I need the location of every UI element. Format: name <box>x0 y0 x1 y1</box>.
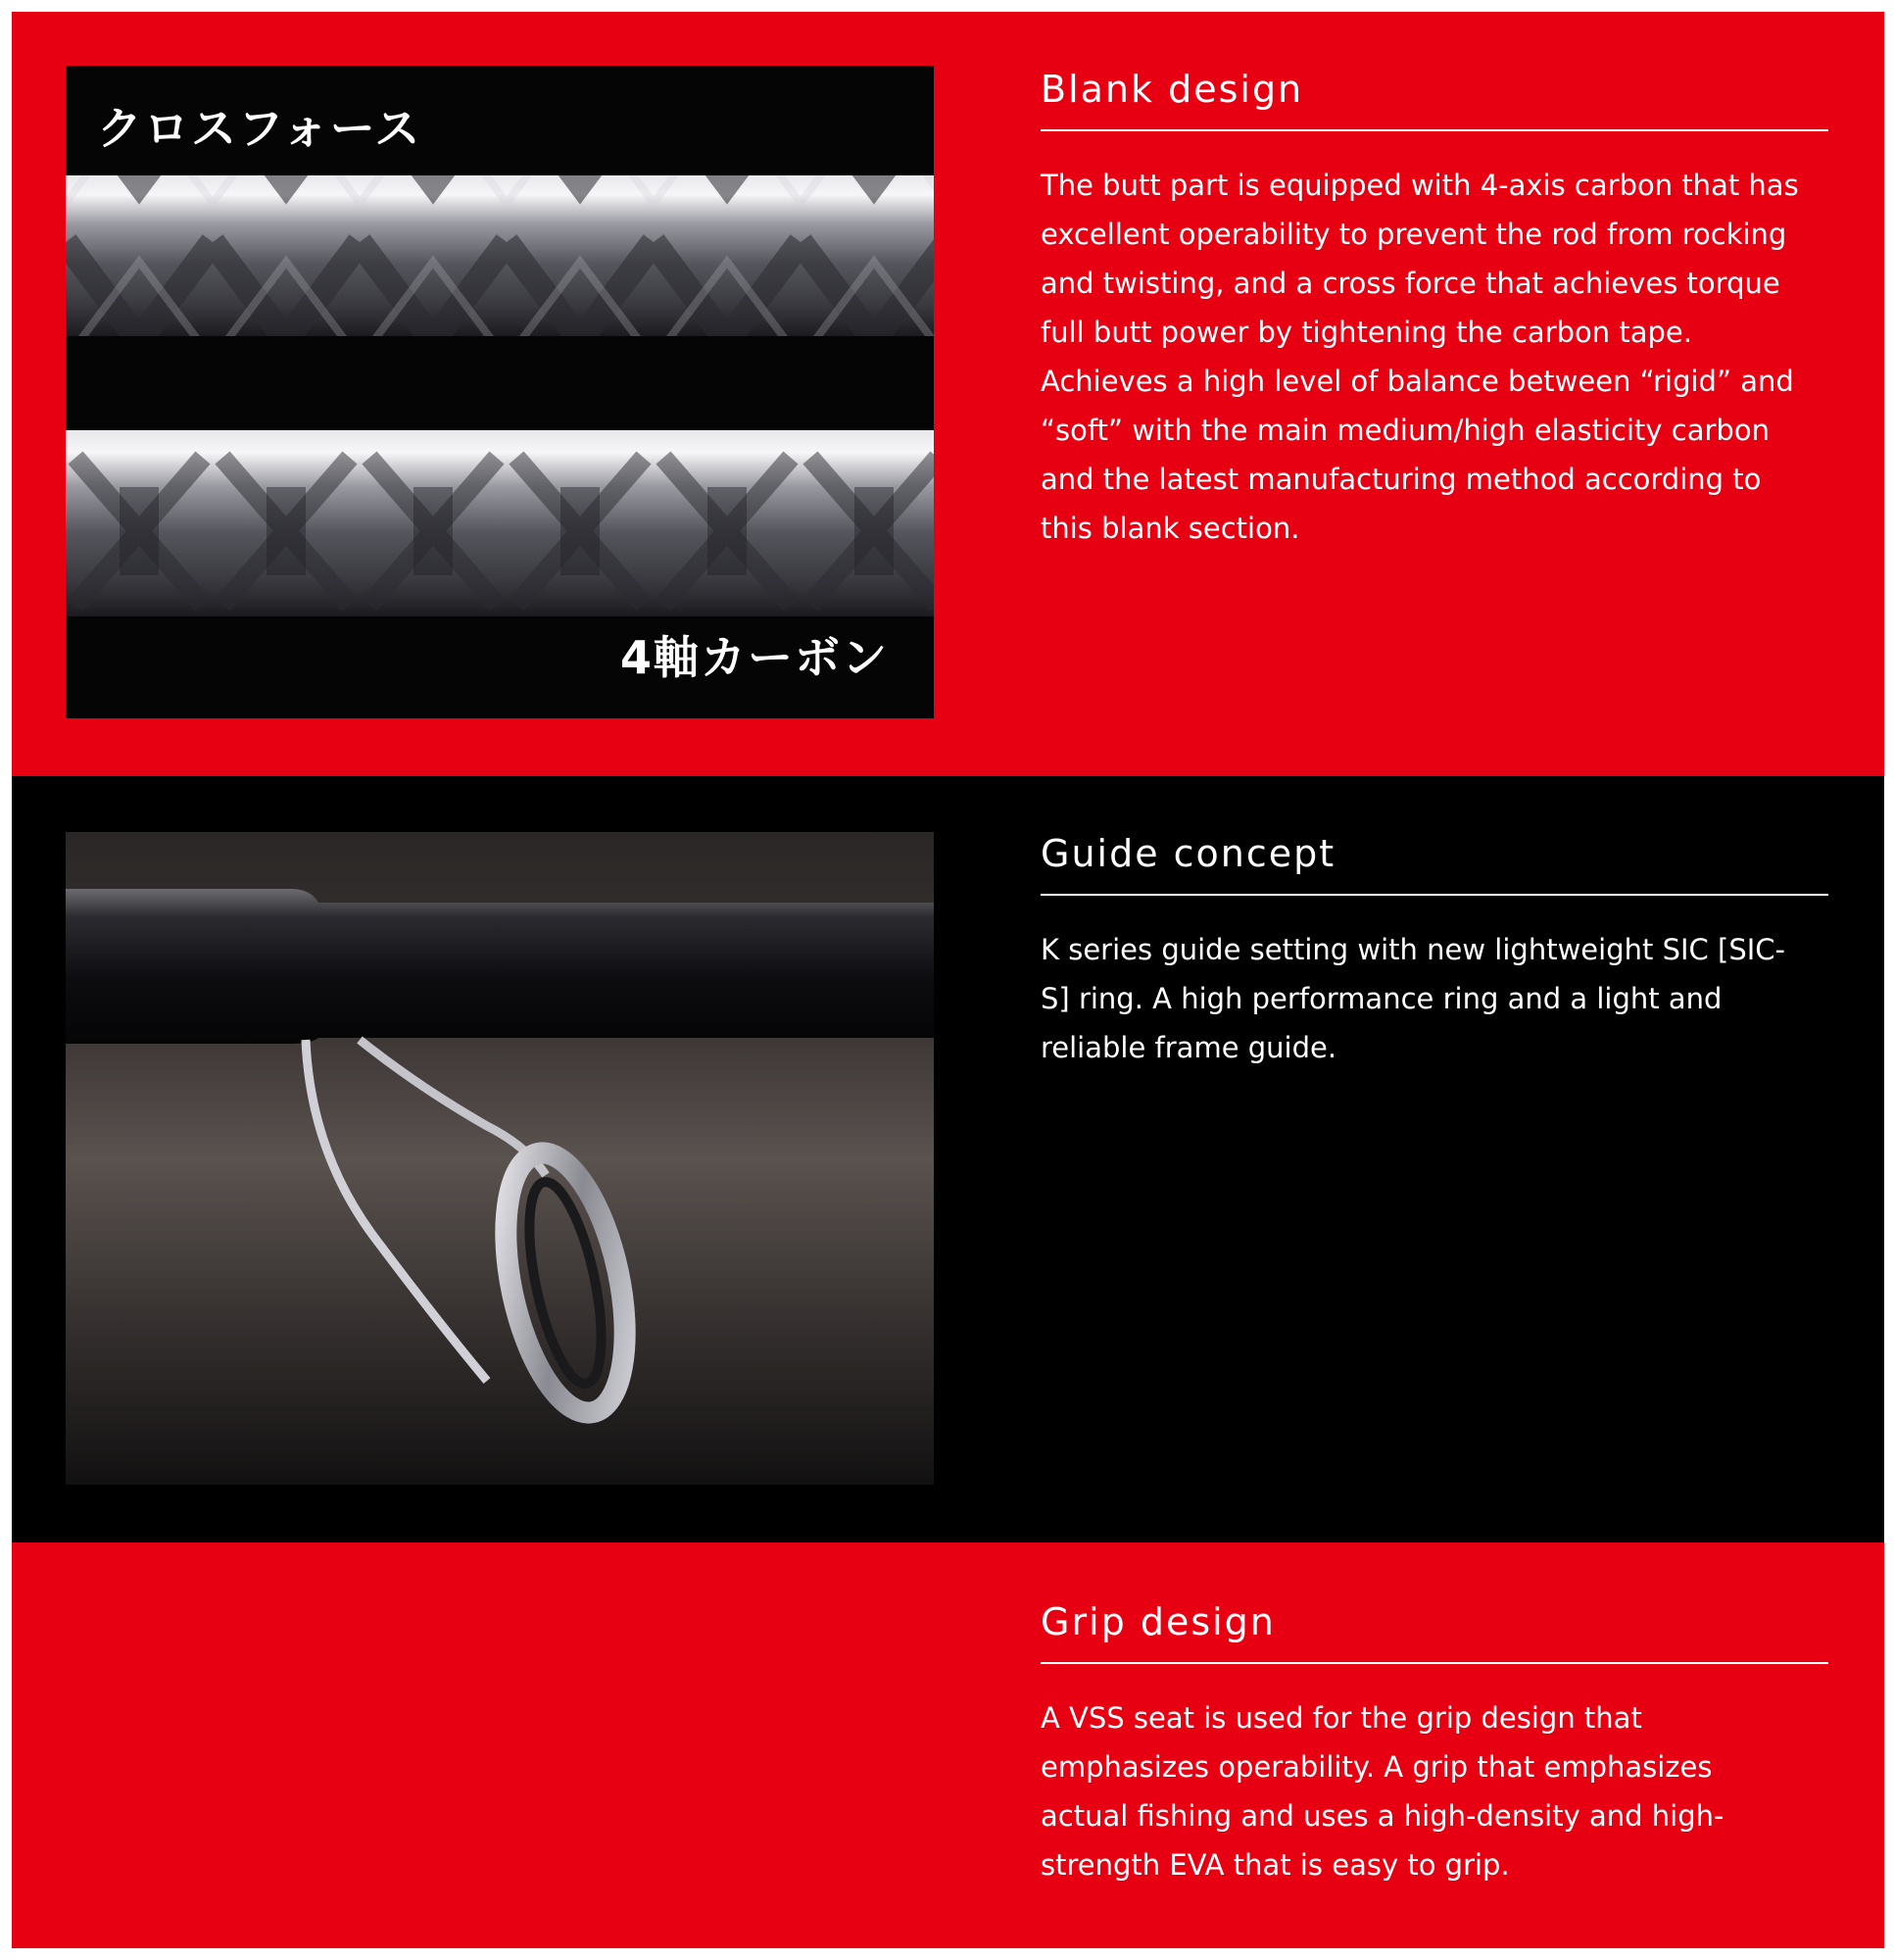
guide-photo <box>66 832 934 1485</box>
cross-force-rod <box>66 175 934 336</box>
grip-design-text <box>1041 1600 1828 1889</box>
four-axis-carbon-label: 4軸カーボン <box>619 631 889 684</box>
grip-design-divider <box>1041 1662 1828 1664</box>
guide-concept-text <box>1041 832 1828 1072</box>
blank-design-text <box>1041 68 1828 553</box>
rod-guide-illustration <box>66 832 934 1485</box>
blank-design-divider <box>1041 129 1828 131</box>
carbon-blank-photo <box>66 66 934 718</box>
blank-design-body: The butt part is equipped with 4-axis carbon that has excellent operability to prevent the rod from rocking and twisting, and a cross force that achieves torque full butt power by tightening the carbon tape. Achieves a high level of balance between “rigid” and “soft” with the main medium/high elasticity carbon and the latest manufacturing method according to this blank section. <box>1041 169 1799 545</box>
grip-design-body: A VSS seat is used for the grip design that emphasizes operability. A grip that emphasizes actual fishing and uses a high-density and high-strength EVA that is easy to grip. <box>1041 1701 1724 1882</box>
blank-design-section <box>12 12 1884 776</box>
guide-concept-section <box>12 776 1884 1543</box>
guide-concept-heading: Guide concept <box>1041 832 1336 875</box>
four-axis-carbon-rod <box>66 430 934 616</box>
guide-concept-divider <box>1041 894 1828 896</box>
carbon-blank-illustration <box>66 66 934 718</box>
blank-design-heading: Blank design <box>1041 68 1304 111</box>
grip-design-heading: Grip design <box>1041 1600 1276 1643</box>
guide-concept-body: K series guide setting with new lightweight SIC [SIC-S] ring. A high performance ring and a light and reliable frame guide. <box>1041 933 1785 1064</box>
grip-design-section <box>12 1543 1884 1948</box>
cross-force-label: クロスフォース <box>97 102 422 155</box>
rod-blank <box>66 889 934 1044</box>
